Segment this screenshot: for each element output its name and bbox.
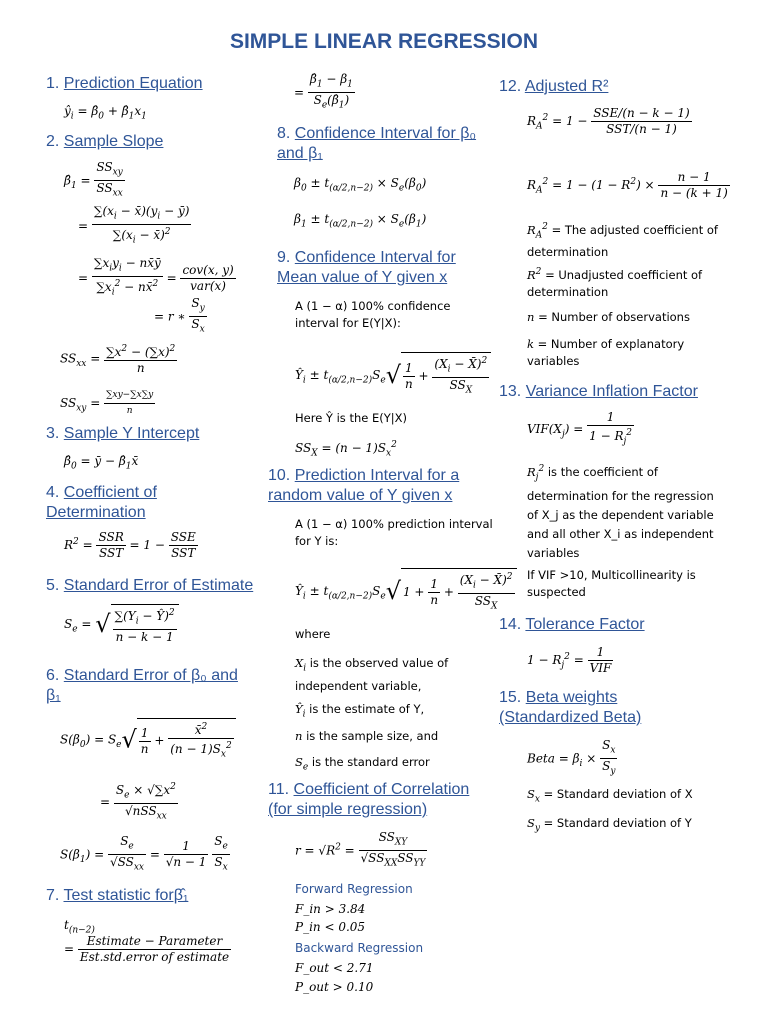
forward-regression-label: Forward Regression [295,882,413,896]
pi-formula: $Ŷ_i \pm t_{(\alpha/2,n-2)}S_e√$ 1 + $\frac{1}{n}$ + ($X_i$ − X̄)$^2$ $SS_X$ [295,568,517,615]
ci-beta0: $\beta_0 \pm t_{(\alpha/2,n-2)} \times S_e(\beta_0)$ [294,176,427,194]
pin-value: P_in < 0.05 [295,920,366,934]
slope-formula-2: = $\frac{\sum(x_i - x̄)(y_i - ȳ)}{\sum(x_i - x̄)^2}$ [78,204,190,246]
adjusted-r2-formula-1: $R_A^2 = 1$ − SSE/(n − k − 1) SST/(n − 1) [527,106,690,136]
section-6-heading: 6. Standard Error of β₀ and β₁ [46,667,238,704]
t-stat-formula-cont: = $\frac{\betâ_1 - \beta_1}{S_e(\betâ_1)}$ [294,72,353,111]
section-15-heading: 15. Beta weights (Standardized Beta) [499,689,642,726]
page-title: SIMPLE LINEAR REGRESSION [229,30,539,53]
section-10-heading: 10. Prediction Interval for a random value of Y given x [268,467,460,504]
pout-value: P_out > 0.10 [295,980,374,994]
here-yhat: Here Ŷ is the E(Y|X) [295,411,407,425]
beta-weight-formula: Beta = $\beta_i$ × $\frac{S_x}{S_y}$ [527,738,616,777]
vif-note: If VIF >10, Multicollinearity is suspected [527,568,696,599]
section-14-heading: 14. Tolerance Factor [499,616,645,633]
se-definition: $S_e$ is the standard error [295,755,430,773]
section-2-heading: 2. Sample Slope [46,133,164,150]
section-1-heading: 1. Prediction Equation [46,75,203,92]
ra2-definition: $R_A^2$ = The adjusted coefficient of determination [527,222,718,260]
section-5-heading: 5. Standard Error of Estimate [46,577,254,594]
section-3-heading: 3. Sample Y Intercept [46,425,200,442]
se-beta0-formula-2: = $S_e \times √\sum x^2$ √nSS$_{xx}$ [100,782,176,822]
r2-formula: $R^2$ = SSR SST = 1 − SSE SST [64,530,196,560]
se-formula: $S_e$ = √ $\frac{\sum(Y_i - Ŷ)^2}{n - k - 1}$ [64,604,179,645]
n-definition: n is the sample size, and [295,729,439,743]
ssxx-formula: $SS_{xx}$ = $\frac{\sum x^2 - (\sum x)^2}{n}$ [60,344,176,375]
fin-value: F_in > 3.84 [295,902,366,916]
t-stat-label: $t_{(n-2)}$ [64,918,95,936]
k-definition: k = Number of explanatory variables [527,337,685,368]
section-9-heading: 9. Confidence Interval for Mean value of Y given x [277,249,456,286]
ci-mean-formula: $Ŷ_i \pm t_{(\alpha/2,n-2)}S_e√$ $\frac{1}{n}$ + ($X_i$ − X̄)$^2$ $SS_X$ [295,352,491,399]
ssx-formula: $SS_X = (n - 1)S_x^2$ [295,440,397,459]
tolerance-formula: $1 - R_j^2$ = 1 VIF [527,645,612,675]
section-12-heading: 12. Adjusted R² [499,78,609,95]
prediction-equation: $ŷ_i$ = $\betâ_0$ + $\betâ_1x_1$ [64,104,147,122]
t-stat-formula: = Estimate − Parameter Est.std.error of estimate [64,934,230,964]
where-label: where [295,627,331,641]
pi-intro: A (1 − α) 100% prediction interval for Y is: [295,517,493,548]
section-13-heading: 13. Variance Inflation Factor [499,383,698,400]
vif-formula: $VIF(X_j)$ = $\frac{1}{1 - R_j^2}$ [527,410,633,447]
ci-beta1: $\beta_1 \pm t_{(\alpha/2,n-2)} \times S_e(\beta_1)$ [294,212,427,230]
rj2-definition: $R_j^2$ is the coefficient of determination for the regression of X_j as the dependent variable and all other X_i as independent variables [527,464,714,561]
slope-formula-3: = $\sum x_iy_i$ − nx̄ȳ $\sum x_i^2$ − nx̄$^2$ = cov(x, y) var(x) [78,256,234,298]
section-4-heading: 4. Coefficient of Determination [46,484,157,521]
adjusted-r2-formula-2: $R_A^2 = 1 - (1 - R^2)$ × $\frac{n - 1}{n - (k + 1)}$ [527,170,728,200]
intercept-formula: $\betâ_0$ = ȳ − $\betâ_1x̄$ [64,454,139,472]
section-11-heading: 11. Coefficient of Correlation (for simple regression) [268,781,470,818]
correlation-formula: $r = √R^2$ = $SS_{XY}$ $√SS_{XX}SS_{YY}$ [295,830,426,869]
backward-regression-label: Backward Regression [295,941,424,955]
yhat-definition: $Ŷ_i$ is the estimate of Y, [295,702,425,720]
se-beta1-formula: $S(\beta_1)$ = $S_e$ $√SS_{xx}$ = $\frac{1}{√n - 1}$ $\frac{S_e}{S_x}$ [60,834,228,873]
xi-definition: $X_i$ is the observed value of independent variable, [295,656,449,694]
section-8-heading: 8. Confidence Interval for β₀ and β₁ [277,125,477,162]
slope-formula-1: $\betâ_1$ = $SS_{xy}$ $SS_{xx}$ [64,160,123,199]
fout-value: F_out < 2.71 [295,961,374,975]
r2-definition: $R^2$ = Unadjusted coefficient of determination [527,267,703,299]
se-beta0-formula: $S(\beta_0) = S_e√$ $\frac{1}{n}$ + $\frac{x̄^2}{(n - 1)S_x^2}$ [60,718,236,762]
sy-definition: $S_y$ = Standard deviation of Y [527,816,692,834]
section-7-heading: 7. Test statistic forβ̂₁ [46,887,189,904]
ssxy-formula: $SS_{xy}$ = $\frac{\sum xy-\sum x\sum y}{n}$ [60,390,154,416]
sx-definition: $S_x$ = Standard deviation of X [527,787,693,805]
slope-formula-4: = r ∗ $\frac{S_y}{S_x}$ [154,296,205,335]
nobs-definition: n = Number of observations [527,310,690,324]
ci-intro: A (1 − α) 100% confidence interval for E(Y|X): [295,299,451,330]
